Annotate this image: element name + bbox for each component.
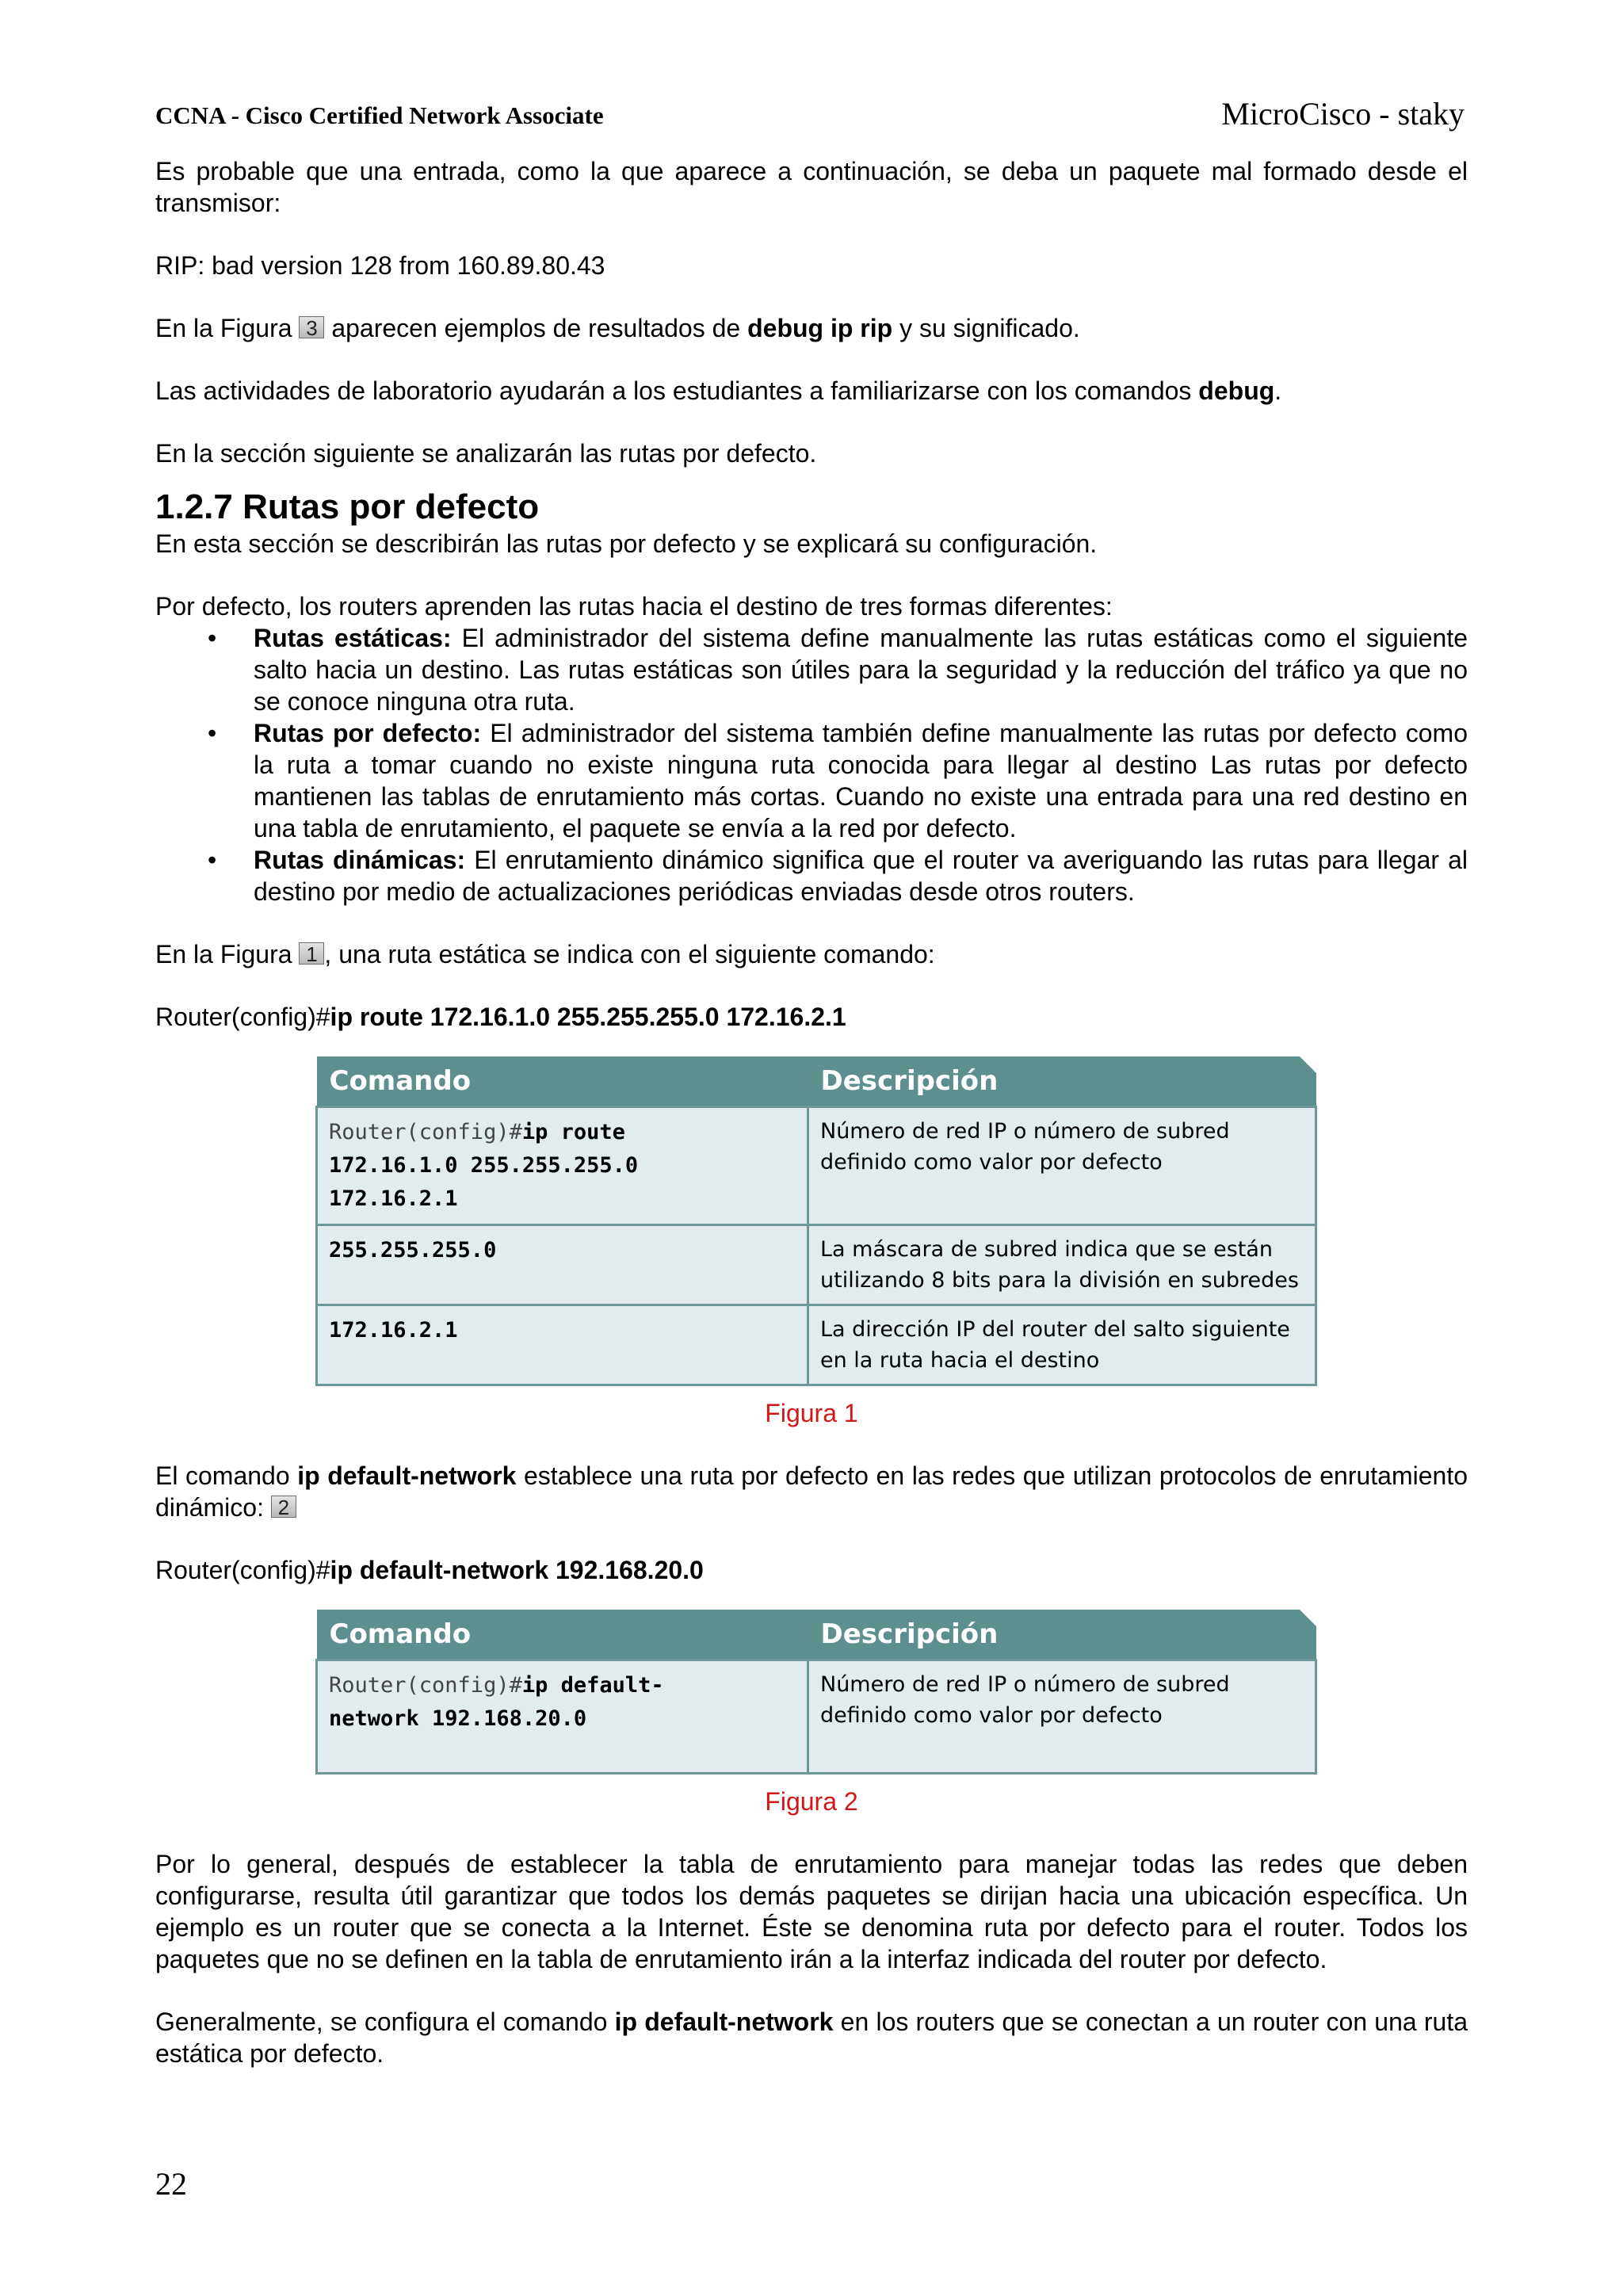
table-row	[317, 1107, 1316, 1225]
figure1-desc-cell: Número de red IP o número de subred definido como valor por defecto	[808, 1107, 1316, 1225]
table-row	[317, 1225, 1316, 1305]
list-item: • Rutas por defecto: El administrador del sistema también define manualmente las rutas por defecto como la ruta a tomar cuando no existe ninguna ruta conocida para llegar al destino Las rutas por defecto mantienen las tablas de enrutamiento más cortas. Cuando no existe una entrada para una red destino en una tabla de enrutamiento, el paquete se envía a la red por defecto.	[208, 719, 1468, 842]
section-heading: 1.2.7 Rutas por defecto	[155, 487, 540, 526]
header-title: CCNA - Cisco Certified Network Associate	[155, 101, 604, 129]
figure1-cmd-cell: 172.16.2.1	[317, 1305, 808, 1385]
route-types-list	[155, 622, 1468, 907]
section-lead: En esta sección se describirán las rutas por defecto y se explicará su configuración.	[155, 529, 1098, 558]
figure2-table	[315, 1610, 1317, 1775]
figure1-header-command: Comando	[317, 1056, 808, 1107]
figure2-caption: Figura 2	[765, 1787, 858, 1816]
default-network-paragraph: El comando ip default-network establece una ruta por defecto en las redes que utilizan protocolos de enrutamiento dinámico: 2	[155, 1461, 1468, 1522]
list-item: • Rutas estáticas: El administrador del sistema define manualmente las rutas estáticas como el siguiente salto hacia un destino. Las rutas estáticas son útiles para la seguridad y la reducción del tráfico ya que no se conoce ninguna otra ruta.	[208, 624, 1468, 716]
list-item: • Rutas dinámicas: El enrutamiento dinámico significa que el router va averiguando las rutas para llegar al destino por medio de actualizaciones periódicas enviadas desde otros routers.	[208, 846, 1468, 906]
list-intro: Por defecto, los routers aprenden las rutas hacia el destino de tres formas diferentes:	[155, 592, 1113, 621]
figure1-paragraph: En la Figura 1 , una ruta estática se indica con el siguiente comando:	[155, 940, 935, 968]
figure-ref-1-button[interactable]: 1	[299, 942, 324, 965]
closing-paragraph: Por lo general, después de establecer la tabla de enrutamiento para manejar todas las redes que deben configurarse, resulta útil garantizar que todos los demás paquetes se dirijan hacia una ubicación específica. Un ejemplo es un router que se conecta a la Internet. Éste se denomina ruta por defecto para el router. Todos los paquetes que no se definen en la tabla de enrutamiento irán a la interfaz indicada del router por defecto.	[155, 1850, 1468, 1973]
next-section-paragraph: En la sección siguiente se analizarán las rutas por defecto.	[155, 439, 817, 468]
figure1-caption: Figura 1	[765, 1399, 858, 1427]
static-route-command: Router(config)#ip route 172.16.1.0 255.255.255.0 172.16.2.1	[155, 1003, 846, 1031]
figure1-desc-cell: La dirección IP del router del salto siguiente en la ruta hacia el destino	[808, 1305, 1316, 1385]
table-row	[317, 1660, 1316, 1774]
figure-ref-2-button[interactable]: 2	[271, 1496, 296, 1518]
figure2-desc-cell: Número de red IP o número de subred definido como valor por defecto	[808, 1660, 1316, 1774]
page-number: 22	[155, 2166, 187, 2202]
figure3-paragraph: En la Figura 3 aparecen ejemplos de resultados de debug ip rip y su significado.	[155, 314, 1080, 342]
figure1-table	[315, 1056, 1317, 1386]
figure2-header-description: Descripción	[808, 1610, 1316, 1660]
table-row	[317, 1305, 1316, 1385]
figure1-cmd-cell: Router(config)#ip route 172.16.1.0 255.255.255.0 172.16.2.1	[317, 1107, 808, 1225]
closing-paragraph-2: Generalmente, se configura el comando ip default-network en los routers que se conectan a un router con una ruta estática por defecto.	[155, 2008, 1468, 2068]
figure2-header-command: Comando	[317, 1610, 808, 1660]
page-content	[155, 155, 1468, 2069]
lab-paragraph: Las actividades de laboratorio ayudarán a los estudiantes a familiarizarse con los comandos debug.	[155, 376, 1282, 405]
figure1-cmd-cell: 255.255.255.0	[317, 1225, 808, 1305]
default-network-command: Router(config)#ip default-network 192.168.20.0	[155, 1556, 704, 1584]
figure1-header-description: Descripción	[808, 1056, 1316, 1107]
figure2-cmd-cell: Router(config)#ip default- network 192.168.20.0	[317, 1660, 808, 1774]
figure-ref-3-button[interactable]: 3	[299, 316, 324, 338]
intro-paragraph: Es probable que una entrada, como la que aparece a continuación, se deba un paquete mal formado desde el transmisor:	[155, 157, 1468, 217]
figure1-desc-cell: La máscara de subred indica que se están utilizando 8 bits para la división en subredes	[808, 1225, 1316, 1305]
header-author: MicroCisco - staky	[1221, 96, 1465, 132]
rip-error-example: RIP: bad version 128 from 160.89.80.43	[155, 251, 605, 280]
